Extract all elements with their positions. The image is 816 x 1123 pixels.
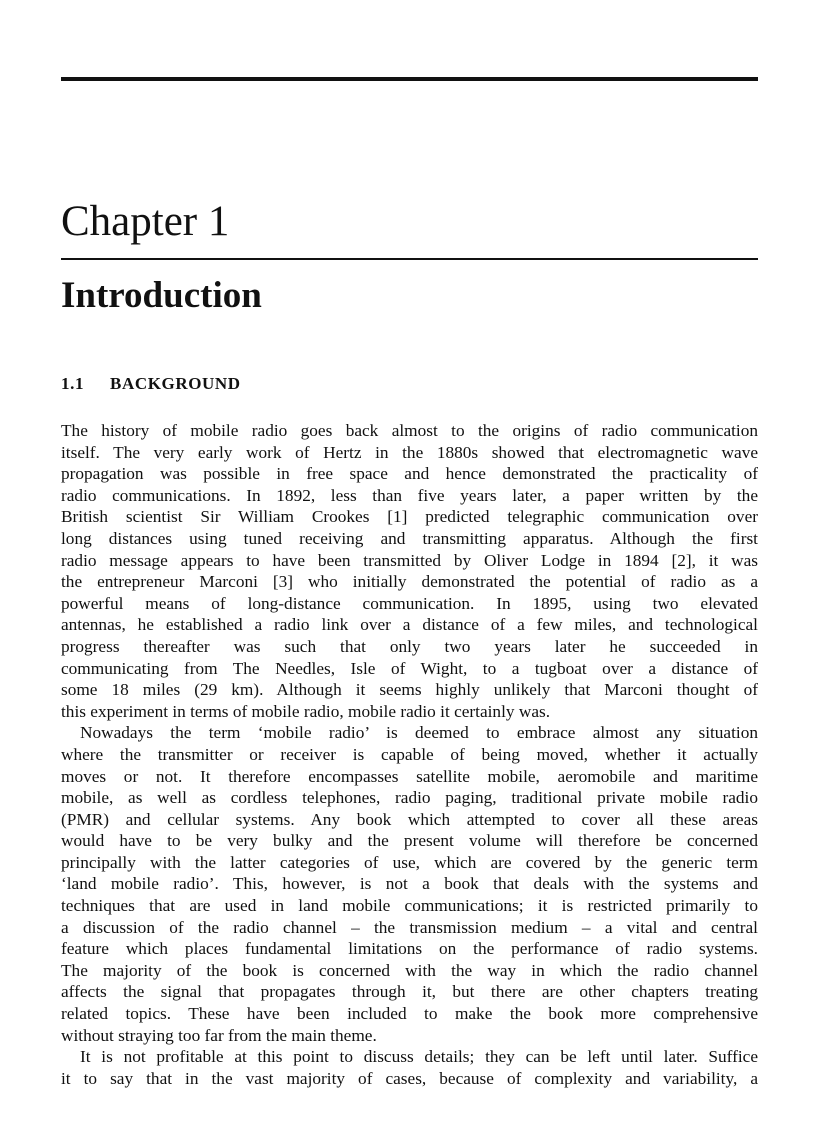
text-line: The majority of the book is concerned with the way in which the radio channel [61, 960, 758, 980]
text-line: some 18 miles (29 km). Although it seems highly unlikely that Marconi thought of [61, 680, 758, 700]
chapter-rule [61, 258, 758, 260]
text-line: progress thereafter was such that only two years later he succeeded in [61, 636, 758, 656]
text-line: antennas, he established a radio link over a distance of a few miles, and technological [61, 615, 758, 635]
text-line: It is not profitable at this point to discuss details; they can be left until later. Suffice [80, 1047, 758, 1067]
paragraph [61, 420, 758, 722]
text-line: Nowadays the term ‘mobile radio’ is deemed to embrace almost any situation [80, 723, 758, 743]
text-line: where the transmitter or receiver is capable of being moved, whether it actually [61, 744, 758, 764]
text-line: related topics. These have been included to make the book more comprehensive [61, 1004, 758, 1024]
text-line: would have to be very bulky and the present volume will therefore be concerned [61, 831, 758, 851]
text-line: itself. The very early work of Hertz in the 1880s showed that electromagnetic wave [61, 442, 758, 462]
text-line: radio message appears to have been transmitted by Oliver Lodge in 1894 [2], it was [61, 550, 758, 570]
text-line: techniques that are used in land mobile communications; it is restricted primarily to [61, 896, 758, 916]
book-page [61, 0, 758, 1123]
text-line: powerful means of long-distance communication. In 1895, using two elevated [61, 593, 758, 613]
text-line: a discussion of the radio channel – the transmission medium – a vital and central [61, 917, 758, 937]
section-heading [61, 373, 241, 395]
text-line: affects the signal that propagates through it, but there are other chapters treating [61, 982, 758, 1002]
text-line: moves or not. It therefore encompasses satellite mobile, aeromobile and maritime [61, 766, 758, 786]
text-line: mobile, as well as cordless telephones, radio paging, traditional private mobile radio [61, 788, 758, 808]
text-line: without straying too far from the main theme. [61, 1025, 377, 1045]
chapter-label: Chapter 1 [61, 198, 230, 245]
body-text [61, 420, 758, 1089]
text-line: (PMR) and cellular systems. Any book which attempted to cover all these areas [61, 809, 758, 829]
text-line: principally with the latter categories of use, which are covered by the generic term [61, 852, 758, 872]
paragraph [61, 1046, 758, 1089]
top-rule [61, 77, 758, 81]
text-line: communicating from The Needles, Isle of Wight, to a tugboat over a distance of [61, 658, 758, 678]
section-title: BACKGROUND [110, 374, 241, 393]
text-line: long distances using tuned receiving and transmitting apparatus. Although the first [61, 528, 758, 548]
text-line: this experiment in terms of mobile radio, mobile radio it certainly was. [61, 701, 551, 721]
text-line: radio communications. In 1892, less than five years later, a paper written by the [61, 485, 758, 505]
paragraph [61, 722, 758, 1046]
text-line: propagation was possible in free space and hence demonstrated the practicality of [61, 464, 758, 484]
section-number: 1.1 [61, 374, 85, 393]
text-line: British scientist Sir William Crookes [1] predicted telegraphic communication over [61, 507, 758, 527]
chapter-title: Introduction [61, 275, 262, 316]
text-line: the entrepreneur Marconi [3] who initially demonstrated the potential of radio as a [61, 572, 758, 592]
text-line: it to say that in the vast majority of cases, because of complexity and variability, a [61, 1068, 758, 1088]
text-line: The history of mobile radio goes back almost to the origins of radio communication [61, 421, 758, 440]
text-line: ‘land mobile radio’. This, however, is not a book that deals with the systems and [61, 874, 758, 894]
text-line: feature which places fundamental limitations on the performance of radio systems. [61, 939, 758, 959]
